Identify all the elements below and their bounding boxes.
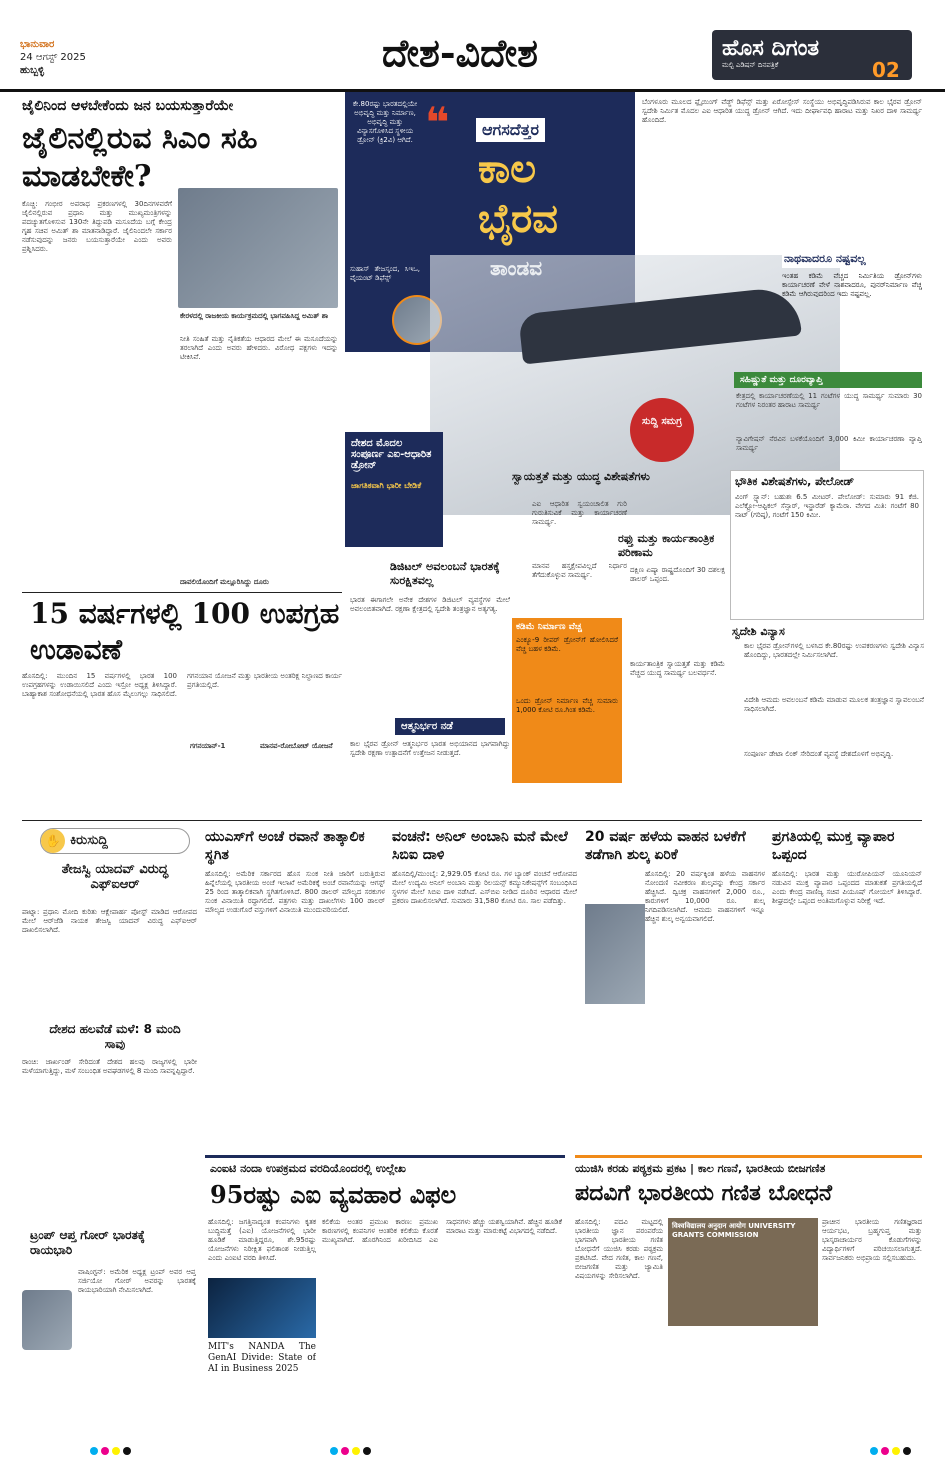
date-label: 24 ಆಗಸ್ಟ್ 2025: [20, 52, 86, 63]
story-usps-title: ಯುಎಸ್‌ಗೆ ಅಂಚೆ ರವಾನೆ ತಾತ್ಕಾಲಿಕ ಸ್ಥಗಿತ: [205, 829, 365, 863]
traffic-photo: [585, 904, 645, 1004]
physical-specs-card: [730, 470, 924, 620]
news-badge: [630, 398, 694, 462]
section-accent-left: [205, 1155, 565, 1158]
swadeshi-1: ಕಾಲ ಭೈರವ ಡ್ರೋನ್‌ಗಳಲ್ಲಿ ಬಳಸಿದ ಕೇ.80ರಷ್ಟು ಉಪಕರಣಗಳು ಸ್ವದೇಶಿ ವಿನ್ಯಾಸ ಹೊಂದಿದ್ದು, ಭಾರತದಲ್ಲೇ ನಿರ್ಮಿಸಲಾಗಿದೆ.: [744, 642, 924, 659]
kirusuddi-label: ಕಿರುಸುದ್ದಿ: [70, 833, 108, 848]
feature-kicker: ಆಗಸದೆತ್ತರ: [476, 118, 545, 142]
satellite-body: ಹೊಸದಿಲ್ಲಿ: ಮುಂದಿನ 15 ವರ್ಷಗಳಲ್ಲಿ ಭಾರತ 100 ಉಪಗ್ರಹಗಳನ್ನು ಉಡಾಯಿಸಲಿದೆ ಎಂದು ಇಸ್ರೋ ಅಧ್ಯಕ್ಷ ತಿಳಿಸಿದ್ದಾರೆ. ಬಾಹ್ಯಾಕಾಶ ಸಂಶೋಧನೆಯಲ್ಲಿ ಭಾರತ ಹೊಸ ಮೈಲುಗಲ್ಲು ಸಾಧಿಸಲಿದೆ. ಗಗನಯಾನ ಯೋಜನೆ ಮತ್ತು ಭಾರತೀಯ ಅಂತರಿಕ್ಷ ನಿಲ್ದಾಣದ ಕಾರ್ಯ ಪ್ರಗತಿಯಲ್ಲಿದೆ.: [22, 672, 342, 698]
nathavadaru-box: [782, 250, 922, 360]
first-drone-sub: ಜಾಗತಿಕವಾಗಿ ಭಾರೀ ಬೇಡಿಕೆ: [351, 481, 422, 490]
story-fta-title: ಪ್ರಗತಿಯಲ್ಲಿ ಮುಕ್ತ ವ್ಯಾಪಾರ ಒಪ್ಪಂದ: [772, 829, 895, 863]
first-drone-title: ದೇಶದ ಮೊದಲ ಸಂಪೂರ್ಣ ಎಐ-ಆಧಾರಿತ ಡ್ರೋನ್: [351, 438, 432, 471]
ai-body: ಹೊಸದಿಲ್ಲಿ: ಜಗತ್ತಿನಾದ್ಯಂತ ಕಂಪನಿಗಳು ಕೃತಕ ಬುದ್ಧಿಮತ್ತೆ (ಎಐ) ಯೋಜನೆಗಳಲ್ಲಿ ಭಾರೀ ಹೂಡಿಕೆ ಮಾಡುತ್ತಿದ್ದರೂ, ಶೇ.95ರಷ್ಟು ಯೋಜನೆಗಳು ನಿರೀಕ್ಷಿತ ಫಲಿತಾಂಶ ನೀಡುತ್ತಿಲ್ಲ ಎಂದು ಎಂಐಟಿ ವರದಿ ತಿಳಿಸಿದೆ.: [208, 1218, 316, 1262]
brief-1-title: ತೇಜಸ್ವಿ ಯಾದವ್ ವಿರುದ್ಧ ಎಫ್‌ಐಆರ್: [61, 862, 169, 892]
page-number: 02: [872, 58, 900, 82]
brief-2-title: ದೇಶದ ಹಲವೆಡೆ ಮಳೆ: 8 ಮಂದಿ ಸಾವು: [49, 1022, 181, 1051]
ai-report: MIT's NANDA The GenAI Divide: State of AI in Business 2025: [208, 1342, 316, 1374]
digital-body: ಭಾರತ ಈಗಾಗಲೇ ಅನೇಕ ದೇಶಗಳ ಡಿಜಿಟಲ್ ವ್ಯವಸ್ಥೆಗಳ ಮೇಲೆ ಅವಲಂಬಿತವಾಗಿದೆ. ರಕ್ಷಣಾ ಕ್ಷೇತ್ರದಲ್ಲಿ ಸ್ವದೇಶಿ ತಂತ್ರಜ್ಞಾನ ಅತ್ಯಗತ್ಯ.: [350, 596, 510, 613]
news-badge-text: ಸುದ್ದಿ ಸಮಗ್ರ: [642, 416, 682, 427]
reach-title: ಸಹಿಷ್ಣುತೆ ಮತ್ತು ದೂರವ್ಯಾಪ್ತಿ: [734, 372, 922, 388]
physical-specs-body: ವಿಂಗ್ ಸ್ಪ್ಯಾನ್: ಬಹುಶಃ 6.5 ಮೀಟರ್. ಪೇಲೋಡ್: ಸುಮಾರು 91 ಕೆಜಿ. ಎಲೆಕ್ಟ್ರೋ-ಆಪ್ಟಿಕಲ್ ಸೆನ್ಸಾರ್, ಇನ್ಫ್ರಾರೆಡ್ ಕ್ಯಾಮೆರಾ. ವೇಗದ ಮಿತಿ: ಗಂಟೆಗೆ 80 ನಾಟ್ (ಗರಿಷ್ಠ), ಗಂಟೆಗೆ 150 ಕಿಮೀ.: [735, 493, 919, 519]
satellite-headline: 15 ವರ್ಷಗಳಲ್ಲಿ 100 ಉಪಗ್ರಹ ಉಡಾವಣೆ: [30, 597, 340, 666]
ai-kicker: ಎಂಐಟಿ ನಂದಾ ಉಪಕ್ರಮದ ವರದಿಯೊಂದರಲ್ಲಿ ಉಲ್ಲೇಖ: [210, 1162, 406, 1175]
feature-intro: ಬೆಂಗಳೂರು ಮೂಲದ ಫ್ಲೈಯಿಂಗ್ ವೆಡ್ಜ್ ಡಿಫೆನ್ಸ್ ಮತ್ತು ಏರೋಸ್ಪೇಸ್ ಸಂಸ್ಥೆಯು ಅಭಿವೃದ್ಧಿಪಡಿಸಿರುವ ಕಾಲ ಭೈರವ ಡ್ರೋನ್ ಸ್ವದೇಶಿ ನಿರ್ಮಿತ ಮೊದಲ ಎಐ ಆಧಾರಿತ ಯುದ್ಧ ಡ್ರೋನ್ ಆಗಿದೆ. ಇದು ದೀರ್ಘಾವಧಿ ಹಾರಾಟ ಮತ್ತು ನಿಖರ ದಾಳಿ ಸಾಮರ್ಥ್ಯ ಹೊಂದಿದೆ.: [642, 98, 922, 124]
quote-icon: ❝: [425, 98, 450, 147]
ugc-kicker: ಯುಜಿಸಿ ಕರಡು ಪಠ್ಯಕ್ರಮ ಪ್ರಕಟ | ಕಾಲ ಗಣನೆ, ಭಾರತೀಯ ಬೀಜಗಣಿತ: [575, 1162, 826, 1175]
kirusuddi-icon: ✋: [41, 829, 65, 853]
ugc-body: ಹೊಸದಿಲ್ಲಿ: ಪದವಿ ಮಟ್ಟದಲ್ಲಿ ಭಾರತೀಯ ಜ್ಞಾನ ಪರಂಪರೆಯ ಭಾಗವಾಗಿ ಭಾರತೀಯ ಗಣಿತ ಬೋಧನೆಗೆ ಯುಜಿಸಿ ಕರಡು ಪಠ್ಯಕ್ರಮ ಪ್ರಕಟಿಸಿದೆ. ವೇದ ಗಣಿತ, ಕಾಲ ಗಣನೆ, ಬೀಜಗಣಿತ ಮತ್ತು ಜ್ಯಾಮಿತಿ ವಿಷಯಗಳನ್ನು ಸೇರಿಸಲಾಗಿದೆ.: [575, 1218, 663, 1280]
amit-shah-photo: [178, 188, 338, 308]
nathavadaru-title: ನಾಥವಾದರೂ ನಷ್ಟವಲ್ಲ: [782, 250, 922, 268]
lead-end: ದಾವಲಿಯೊಂದಿಗೆ ಮಲ್ಲೂರಿಸಿದ್ದು ದೂರು: [180, 578, 269, 586]
print-marks-left: [90, 1440, 134, 1459]
story-usps: [205, 828, 385, 1148]
date-block: [20, 38, 86, 77]
atma-title: ಆತ್ಮನಿರ್ಭರ ನಡೆ: [395, 718, 505, 735]
ugc-body2: ಪ್ರಾಚೀನ ಭಾರತೀಯ ಗಣಿತಜ್ಞರಾದ ಆರ್ಯಭಟ, ಬ್ರಹ್ಮಗುಪ್ತ ಮತ್ತು ಭಾಸ್ಕರಾಚಾರ್ಯರ ಕೊಡುಗೆಗಳನ್ನು ವಿದ್ಯಾರ್ಥಿಗಳಿಗೆ ಪರಿಚಯಿಸಲಾಗುತ್ತದೆ. ಸಾರ್ವಜನಿಕರು ಅಭಿಪ್ರಾಯ ಸಲ್ಲಿಸಬಹುದು.: [822, 1218, 922, 1262]
ugc-headline: ಪದವಿಗೆ ಭಾರತೀಯ ಗಣಿತ ಬೋಧನೆ: [575, 1180, 832, 1206]
story-ambani-title: ವಂಚನೆ: ಅನಿಲ್ ಅಂಬಾನಿ ಮನೆ ಮೇಲೆ ಸಿಬಿಐ ದಾಳಿ: [392, 829, 568, 863]
reach-1: ಕೇತ್ರದಲ್ಲಿ ಕಾರ್ಯಾಚರಣೆಯಲ್ಲಿ 11 ಗಂಟೆಗಳ ಯುದ್ಧ ಸಾಮರ್ಥ್ಯ ಸುಮಾರು 30 ಗಂಟೆಗಳ ನಿರಂತರ ಹಾರಾಟ ಸಾಮರ್ಥ್ಯ: [736, 392, 922, 409]
brand-name: ಹೊಸ ದಿಗಂತ: [722, 36, 820, 61]
satellite-sub1: ಗಗನಯಾನ್-1: [190, 742, 226, 750]
mid-divider: [22, 820, 922, 821]
feature-big-2: ಭೈರವ: [478, 196, 558, 242]
atma-body: ಕಾಲ ಭೈರವ ಡ್ರೋನ್ ಆತ್ಮನಿರ್ಭರ ಭಾರತ ಅಭಿಯಾನದ ಭಾಗವಾಗಿದ್ದು ಸ್ವದೇಶಿ ರಕ್ಷಣಾ ಉತ್ಪಾದನೆಗೆ ಉತ್ತೇಜನ ನೀಡುತ್ತದೆ.: [350, 740, 510, 757]
ai-graphic: [208, 1278, 316, 1338]
export-title: ರಫ್ತು ಮತ್ತು ಕಾರ್ಯತಾಂತ್ರಿಕ ಪರಿಣಾಮ: [618, 532, 715, 559]
brief-2-body: ರಾಂಚಿ: ಜಾರ್ಖಂಡ್ ಸೇರಿದಂತೆ ದೇಶದ ಹಲವು ರಾಜ್ಯಗಳಲ್ಲಿ ಭಾರೀ ಮಳೆಯಾಗುತ್ತಿದ್ದು, ಮಳೆ ಸಂಬಂಧಿತ ಅವಘಡಗಳಲ್ಲಿ 8 ಮಂದಿ ಸಾವನ್ನಪ್ಪಿದ್ದಾರೆ.: [22, 1058, 197, 1075]
brand-tagline: ಮಲ್ಟಿ ಎಡಿಷನ್ ದಿನಪತ್ರಿಕೆ: [722, 61, 779, 69]
brief-3-title: ಟ್ರಂಪ್ ಆಪ್ತ ಗೋರ್ ಭಾರತಕ್ಕೆ ರಾಯಭಾರಿ: [30, 1228, 145, 1257]
print-marks-right: [870, 1440, 914, 1459]
satellite-sub2: ಮಾನವ-ರೋಬೋಟ್ ಯೋಜನೆ: [260, 742, 333, 750]
city-label: ಹುಬ್ಬಳ್ಳಿ: [20, 65, 45, 76]
lead-body-col2: ನೀತಿ ಸಂಹಿತೆ ಮತ್ತು ನೈತಿಕತೆಯ ಆಧಾರದ ಮೇಲೆ ಈ ಮಸೂದೆಯನ್ನು ತರಲಾಗಿದೆ ಎಂದು ಅವರು ಹೇಳಿದರು. ವಿರೋಧ ಪಕ್ಷಗಳು ಇದನ್ನು ಟೀಕಿಸಿವೆ.: [180, 335, 338, 361]
export-2: ಕಾರ್ಯತಾಂತ್ರಿಕ ಸ್ವಾಯತ್ತತೆ ಮತ್ತು ಕಡಿಮೆ ವೆಚ್ಚದ ಯುದ್ಧ ಸಾಮರ್ಥ್ಯ ಬಲವರ್ಧನೆ.: [630, 660, 725, 677]
story-ambani-body: ಹೊಸದಿಲ್ಲಿ/ಮುಂಬೈ: 2,929.05 ಕೋಟಿ ರೂ. ಗಳ ಬ್ಯಾಂಕ್ ವಂಚನೆ ಆರೋಪದ ಮೇಲೆ ಉದ್ಯಮಿ ಅನಿಲ್ ಅಂಬಾನಿ ಮತ್ತು ರಿಲಯನ್ಸ್ ಕಮ್ಯುನಿಕೇಷನ್ಸ್‌ಗೆ ಸಂಬಂಧಿಸಿದ ಸ್ಥಳಗಳ ಮೇಲೆ ಸಿಬಿಐ ದಾಳಿ ನಡೆಸಿದೆ. ಎಸ್‌ಬಿಐ ನೀಡಿದ ದೂರಿನ ಆಧಾರದ ಮೇಲೆ ಪ್ರಕರಣ ದಾಖಲಿಸಲಾಗಿದೆ. ಸುಮಾರು 31,580 ಕೋಟಿ ರೂ. ಸಾಲ ಪಡೆದಿತ್ತು.: [392, 870, 577, 905]
export-1: ದಕ್ಷಿಣ ಏಷ್ಯಾ ರಾಷ್ಟ್ರದೊಂದಿಗೆ 30 ದಶಲಕ್ಷ ಡಾಲರ್ ಒಪ್ಪಂದ.: [630, 566, 725, 583]
swadeshi-3: ಸಂಪೂರ್ಣ ಡೇಟಾ ಲಿಂಕ್ ಸೇರಿದಂತೆ ವ್ಯವಸ್ಥೆ ದೇಶದೊಳಗೆ ಅಭಿವೃದ್ಧಿ.: [744, 750, 894, 758]
digital-title: ಡಿಜಿಟಲ್ ಅವಲಂಬನೆ ಭಾರತಕ್ಕೆ ಸುರಕ್ಷಿತವಲ್ಲ: [390, 560, 500, 587]
story-usps-body: ಹೊಸದಿಲ್ಲಿ: ಅಮೆರಿಕ ಸರ್ಕಾರದ ಹೊಸ ಸುಂಕ ನೀತಿ ಜಾರಿಗೆ ಬರುತ್ತಿರುವ ಹಿನ್ನೆಲೆಯಲ್ಲಿ ಭಾರತೀಯ ಅಂಚೆ ಇಲಾಖೆ ಅಮೆರಿಕಕ್ಕೆ ಅಂಚೆ ರವಾನೆಯನ್ನು ಆಗಸ್ಟ್ 25 ರಿಂದ ತಾತ್ಕಾಲಿಕವಾಗಿ ಸ್ಥಗಿತಗೊಳಿಸಿದೆ. 800 ಡಾಲರ್ ಮೌಲ್ಯದ ಸರಕುಗಳ ಸುಂಕ ವಿನಾಯಿತಿ ರದ್ದಾಗಲಿದೆ. ಪತ್ರಗಳು ಮತ್ತು ದಾಖಲೆಗಳು 100 ಡಾಲರ್ ಮೌಲ್ಯದ ಉಡುಗೊರೆ ವಸ್ತುಗಳಿಗೆ ವಿನಾಯಿತಿ ಮುಂದುವರಿಯಲಿದೆ.: [205, 870, 385, 914]
ai-headline: 95ರಷ್ಟು ಎಐ ವ್ಯವಹಾರ ವಿಫಲ: [210, 1180, 457, 1209]
story-fta-body: ಹೊಸದಿಲ್ಲಿ: ಭಾರತ ಮತ್ತು ಯುರೋಪಿಯನ್ ಯೂನಿಯನ್ ನಡುವಿನ ಮುಕ್ತ ವ್ಯಾಪಾರ ಒಪ್ಪಂದದ ಮಾತುಕತೆ ಪ್ರಗತಿಯಲ್ಲಿದೆ ಎಂದು ಕೇಂದ್ರ ವಾಣಿಜ್ಯ ಸಚಿವ ಪಿಯೂಷ್ ಗೋಯಲ್ ತಿಳಿಸಿದ್ದಾರೆ. ಶೀಘ್ರದಲ್ಲೇ ಒಪ್ಪಂದ ಅಂತಿಮಗೊಳ್ಳುವ ನಿರೀಕ್ಷೆ ಇದೆ.: [772, 870, 922, 905]
lead-caption: ಕೇರಳದಲ್ಲಿ ರಾಜಕೀಯ ಕಾರ್ಯಕ್ರಮದಲ್ಲಿ ಭಾಗವಹಿಸಿದ್ದ ಅಮಿತ್ ಶಾ: [180, 312, 329, 320]
reach-2: ನ್ಯಾವಿಗೇಷನ್ ನೆರವಿನ ಬಳಕೆಯೊಂದಿಗೆ 3,000 ಕಿಮೀ ಕಾರ್ಯಾಚರಣಾ ವ್ಯಾಪ್ತಿ ಸಾಮರ್ಥ್ಯ: [736, 435, 922, 452]
first-drone-box: [345, 432, 443, 547]
ai-body2: ಕಲಿಕೆಯ ಅಂತರ ಪ್ರಮುಖ ಕಾರಣ: ಪ್ರಮುಖ ಕಾರಣಗಳಲ್ಲಿ ಕಂಪನಿಗಳ ಆಂತರಿಕ ಕಲಿಕೆಯ ಕೊರತೆ ಮುಖ್ಯವಾಗಿದೆ. ಹೊರಗಿನಿಂದ ಖರೀದಿಸಿದ ಎಐ ಸಾಧನಗಳು ಹೆಚ್ಚು ಯಶಸ್ವಿಯಾಗಿವೆ. ಹೆಚ್ಚಿನ ಹೂಡಿಕೆ ಮಾರಾಟ ಮತ್ತು ಮಾರುಕಟ್ಟೆ ವಿಭಾಗದಲ್ಲಿ ನಡೆದಿದೆ.: [322, 1218, 562, 1244]
cost-title: ಕಡಿಮೆ ನಿರ್ಮಾಣ ವೆಚ್ಚ: [516, 622, 582, 632]
physical-specs-title: ಭೌತಿಕ ವಿಶೇಷತೆಗಳು, ಪೇಲೋಡ್: [735, 475, 855, 488]
brief-1-body: ಪಾಟ್ನಾ: ಪ್ರಧಾನಿ ಮೋದಿ ಕುರಿತು ಆಕ್ಷೇಪಾರ್ಹ ಪೋಸ್ಟ್ ಮಾಡಿದ ಆರೋಪದ ಮೇಲೆ ಆರ್‌ಜೆಡಿ ನಾಯಕ ತೇಜಸ್ವಿ ಯಾದವ್ ವಿರುದ್ಧ ಎಫ್‌ಐಆರ್ ದಾಖಲಿಸಲಾಗಿದೆ.: [22, 908, 197, 934]
story-vehicle: [585, 828, 765, 1148]
ugc-sign: विश्वविद्यालय अनुदान आयोग UNIVERSITY GRANTS COMMISSION: [672, 1222, 796, 1239]
story-vehicle-body: ಹೊಸದಿಲ್ಲಿ: 20 ವರ್ಷಕ್ಕಿಂತ ಹಳೆಯ ವಾಹನಗಳ ನೋಂದಣಿ ನವೀಕರಣ ಶುಲ್ಕವನ್ನು ಕೇಂದ್ರ ಸರ್ಕಾರ ಹೆಚ್ಚಿಸಿದೆ. ದ್ವಿಚಕ್ರ ವಾಹನಗಳಿಗೆ 2,000 ರೂ., ಕಾರುಗಳಿಗೆ 10,000 ರೂ. ಶುಲ್ಕ ನಿಗದಿಪಡಿಸಲಾಗಿದೆ. ಆಮದು ವಾಹನಗಳಿಗೆ ಇನ್ನೂ ಹೆಚ್ಚಿನ ಶುಲ್ಕ ಅನ್ವಯವಾಗಲಿದೆ.: [645, 870, 765, 923]
autonomy-2: ಮಾನವ ಹಸ್ತಕ್ಷೇಪವಿಲ್ಲದೆ ನಿರ್ಧಾರ ತೆಗೆದುಕೊಳ್ಳುವ ಸಾಮರ್ಥ್ಯ.: [532, 562, 627, 579]
print-marks-mid: [330, 1440, 374, 1459]
gor-photo: [22, 1290, 72, 1350]
cost-1: ಎಂಕ್ಯೂ-9 ರೀಪರ್ ಡ್ರೋನ್‌ಗೆ ಹೋಲಿಸಿದರೆ ವೆಚ್ಚ ಬಹಳ ಕಡಿಮೆ.: [516, 636, 618, 653]
kirusuddi-label-box: [40, 828, 190, 854]
feature-quote: ಕೇ.80ರಷ್ಟು ಭಾರತದಲ್ಲಿಯೇ ಅಭಿವೃದ್ಧಿ ಮತ್ತು ನಿರ್ಮಾಣ, ಅಭಿವೃದ್ಧಿ ಮತ್ತು ವಿನ್ಯಾಸಗೊಳಿಸಿದ ಸ್ಥಳೀಯ ಡ್ರೋನ್ (ಕ್ರಿ2ವಿ) ಆಗಿದೆ.: [352, 100, 418, 144]
cost-box: [512, 618, 622, 783]
section-title: ದೇಶ-ವಿದೇಶ: [382, 30, 538, 75]
lead-headline: ಜೈಲಿನಲ್ಲಿರುವ ಸಿಎಂ ಸಹಿ ಮಾಡಬೇಕೇ?: [22, 121, 258, 194]
lead-divider: [22, 592, 342, 593]
lead-kicker: ಜೈಲಿನಿಂದ ಆಳಬೇಕೆಂದು ಜನ ಬಯಸುತ್ತಾರೆಯೇ: [22, 98, 234, 114]
feature-big-1: ಕಾಲ: [478, 146, 537, 192]
cost-2: ಒಂದು ಡ್ರೋನ್ ನಿರ್ಮಾಣ ವೆಚ್ಚ ಸುಮಾರು 1,000 ಕೋಟಿ ರೂ.ಗಿಂತ ಕಡಿಮೆ.: [516, 697, 618, 714]
ugc-photo: [668, 1218, 818, 1326]
autonomy-1: ಎಐ ಆಧಾರಿತ ಸ್ವಯಂಚಾಲಿತ ಗುರಿ ಗುರುತಿಸುವಿಕೆ ಮತ್ತು ಕಾರ್ಯಾಚರಣೆ ಸಾಮರ್ಥ್ಯ.: [532, 500, 627, 526]
swadeshi-2: ವಿದೇಶಿ ಆಮದು ಅವಲಂಬನೆ ಕಡಿಮೆ ಮಾಡುವ ಮೂಲಕ ತಂತ್ರಜ್ಞಾನ ಸ್ವಾವಲಂಬನೆ ಸಾಧಿಸಲಾಗಿದೆ.: [744, 696, 924, 713]
brief-3-body: ವಾಷಿಂಗ್ಟನ್: ಅಮೆರಿಕ ಅಧ್ಯಕ್ಷ ಟ್ರಂಪ್ ಅವರ ಆಪ್ತ ಸರ್ಜಿಯೋ ಗೋರ್ ಅವರನ್ನು ಭಾರತಕ್ಕೆ ರಾಯಭಾರಿಯಾಗಿ ನೇಮಿಸಲಾಗಿದೆ.: [78, 1268, 196, 1294]
lead-body-col1: ಕೊಚ್ಚಿ: ಗಂಭೀರ ಅಪರಾಧ ಪ್ರಕರಣಗಳಲ್ಲಿ 30ದಿನಗಳವರೆಗೆ ಜೈಲಿನಲ್ಲಿರುವ ಪ್ರಧಾನಿ ಮತ್ತು ಮುಖ್ಯಮಂತ್ರಿಗಳನ್ನು ಪದಚ್ಯುತಗೊಳಿಸುವ 130ನೇ ತಿದ್ದುಪಡಿ ಮಸೂದೆಯ ಬಗ್ಗೆ ಕೇಂದ್ರ ಗೃಹ ಸಚಿವ ಅಮಿತ್ ಶಾ ಮಾತನಾಡಿದ್ದಾರೆ. ಜೈಲಿನಿಂದಲೇ ಸರ್ಕಾರ ನಡೆಸುವುದನ್ನು ಜನರು ಬಯಸುತ್ತಾರೆಯೇ ಎಂದು ಅವರು ಪ್ರಶ್ನಿಸಿದರು.: [22, 200, 172, 253]
swadeshi-title: ಸ್ವದೇಶಿ ವಿನ್ಯಾಸ: [732, 625, 785, 638]
nathavadaru-body: ಇಂತಹ ಕಡಿಮೆ ವೆಚ್ಚದ ನಿರ್ಮಿತಿಯ ಡ್ರೋನ್‌ಗಳು ಕಾರ್ಯಾಚರಣೆ ವೇಳೆ ನಾಶವಾದರೂ, ಪುನರ್‌ನಿರ್ಮಾಣ ವೆಚ್ಚ ಕಡಿಮೆ ಆಗಿರುವುದರಿಂದ ಇದು ನಷ್ಟವಲ್ಲ.: [782, 272, 922, 298]
story-fta: [772, 828, 922, 1148]
story-vehicle-title: 20 ವರ್ಷ ಹಳೆಯ ವಾಹನ ಬಳಕೆಗೆ ತಡೆಗಾಗಿ ಶುಲ್ಕ ಏರಿಕೆ: [585, 829, 746, 863]
story-ambani: [392, 828, 577, 1148]
section-accent-right: [575, 1155, 922, 1158]
day-label: ಭಾನುವಾರ: [20, 39, 55, 50]
autonomy-title: ಸ್ವಾಯತ್ತತೆ ಮತ್ತು ಯುದ್ಧ ವಿಶೇಷತೆಗಳು: [512, 470, 650, 483]
feature-quote-by: ಸುಹಾಸ್ ತೇಜಸ್ಕಂದ, ಸಿಇಒ, ವೈಯಂಟ್ ಡಿಫೆನ್ಸ್: [350, 265, 420, 282]
